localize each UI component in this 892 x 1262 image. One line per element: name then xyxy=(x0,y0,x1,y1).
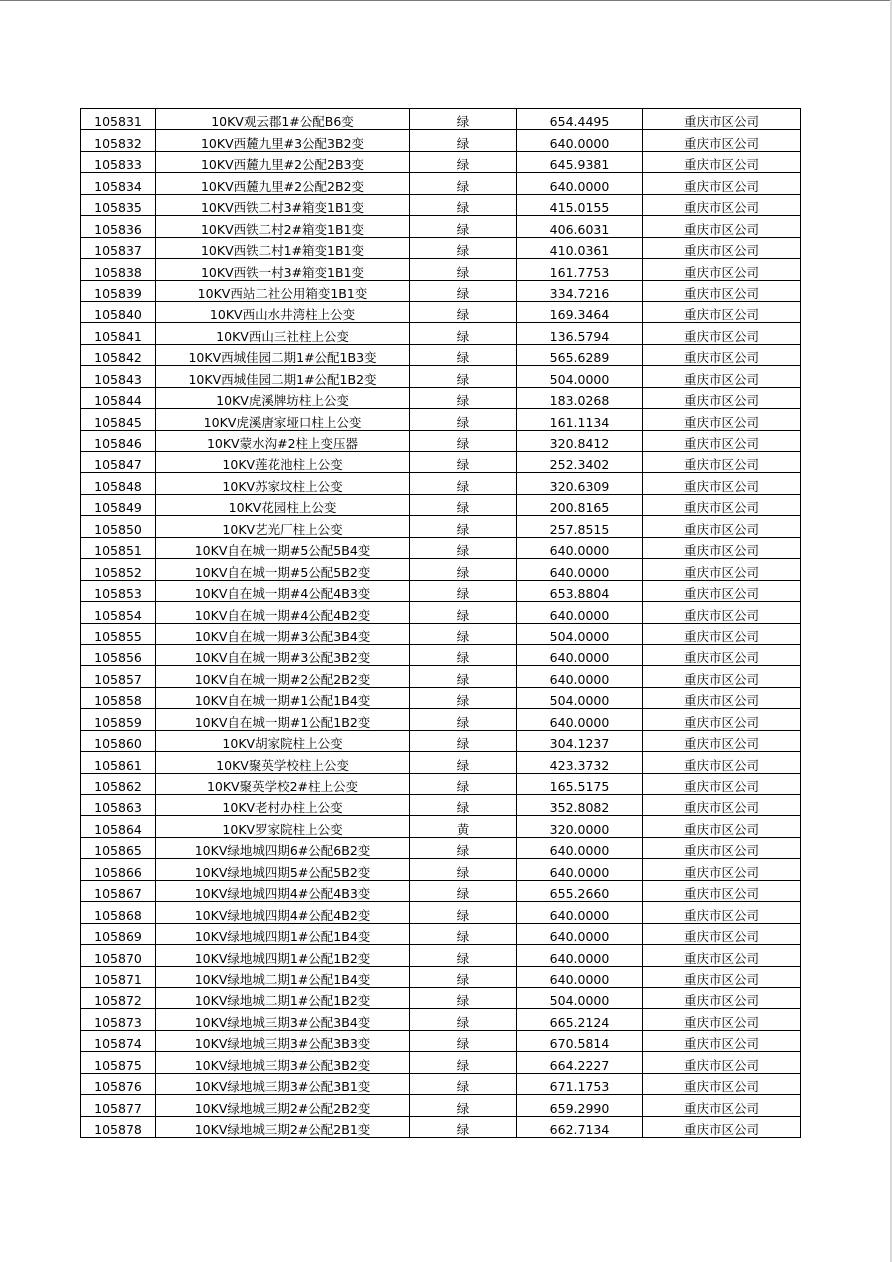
cell-value: 640.0000 xyxy=(517,602,643,623)
cell-status: 绿 xyxy=(410,452,517,473)
cell-value: 640.0000 xyxy=(517,130,643,151)
cell-status: 绿 xyxy=(410,537,517,558)
table-row xyxy=(81,730,801,751)
cell-id: 105874 xyxy=(81,1030,156,1051)
cell-name: 10KV绿地城二期1#公配1B4变 xyxy=(156,966,410,987)
cell-id: 105832 xyxy=(81,130,156,151)
cell-name: 10KV西城佳园二期1#公配1B2变 xyxy=(156,366,410,387)
cell-value: 504.0000 xyxy=(517,687,643,708)
cell-org: 重庆市区公司 xyxy=(643,1116,801,1137)
table-row xyxy=(81,923,801,944)
table-row xyxy=(81,109,801,130)
cell-name: 10KV自在城一期#4公配4B2变 xyxy=(156,602,410,623)
table-row xyxy=(81,880,801,901)
cell-status: 绿 xyxy=(410,516,517,537)
table-row xyxy=(81,494,801,515)
table-row xyxy=(81,623,801,644)
cell-org: 重庆市区公司 xyxy=(643,987,801,1008)
cell-name: 10KV自在城一期#2公配2B2变 xyxy=(156,666,410,687)
cell-name: 10KV聚英学校2#柱上公变 xyxy=(156,773,410,794)
table-row xyxy=(81,987,801,1008)
cell-org: 重庆市区公司 xyxy=(643,837,801,858)
cell-id: 105855 xyxy=(81,623,156,644)
cell-org: 重庆市区公司 xyxy=(643,194,801,215)
cell-value: 161.1134 xyxy=(517,409,643,430)
cell-value: 655.2660 xyxy=(517,880,643,901)
cell-org: 重庆市区公司 xyxy=(643,687,801,708)
cell-status: 绿 xyxy=(410,473,517,494)
table-row xyxy=(81,1095,801,1116)
cell-value: 165.5175 xyxy=(517,773,643,794)
cell-id: 105844 xyxy=(81,387,156,408)
cell-status: 绿 xyxy=(410,666,517,687)
cell-value: 304.1237 xyxy=(517,730,643,751)
cell-name: 10KV自在城一期#1公配1B2变 xyxy=(156,709,410,730)
cell-id: 105838 xyxy=(81,259,156,280)
cell-id: 105866 xyxy=(81,859,156,880)
cell-id: 105859 xyxy=(81,709,156,730)
table-row xyxy=(81,580,801,601)
cell-org: 重庆市区公司 xyxy=(643,666,801,687)
cell-org: 重庆市区公司 xyxy=(643,623,801,644)
table-row xyxy=(81,194,801,215)
table-row xyxy=(81,473,801,494)
cell-id: 105861 xyxy=(81,752,156,773)
cell-name: 10KV绿地城四期1#公配1B4变 xyxy=(156,923,410,944)
cell-id: 105871 xyxy=(81,966,156,987)
cell-status: 绿 xyxy=(410,730,517,751)
cell-name: 10KV聚英学校柱上公变 xyxy=(156,752,410,773)
cell-value: 504.0000 xyxy=(517,366,643,387)
cell-value: 169.3464 xyxy=(517,301,643,322)
cell-org: 重庆市区公司 xyxy=(643,1030,801,1051)
cell-id: 105843 xyxy=(81,366,156,387)
cell-id: 105840 xyxy=(81,301,156,322)
cell-id: 105839 xyxy=(81,280,156,301)
cell-id: 105853 xyxy=(81,580,156,601)
table-row xyxy=(81,216,801,237)
cell-org: 重庆市区公司 xyxy=(643,323,801,344)
cell-name: 10KV自在城一期#1公配1B4变 xyxy=(156,687,410,708)
cell-status: 绿 xyxy=(410,280,517,301)
cell-org: 重庆市区公司 xyxy=(643,409,801,430)
cell-name: 10KV西麓九里#3公配3B2变 xyxy=(156,130,410,151)
cell-value: 406.6031 xyxy=(517,216,643,237)
cell-name: 10KV自在城一期#3公配3B4变 xyxy=(156,623,410,644)
cell-name: 10KV西山三社柱上公变 xyxy=(156,323,410,344)
cell-status: 绿 xyxy=(410,387,517,408)
cell-id: 105833 xyxy=(81,151,156,172)
cell-status: 绿 xyxy=(410,173,517,194)
cell-value: 252.3402 xyxy=(517,452,643,473)
cell-org: 重庆市区公司 xyxy=(643,259,801,280)
table-row xyxy=(81,537,801,558)
table-row xyxy=(81,666,801,687)
cell-id: 105837 xyxy=(81,237,156,258)
cell-org: 重庆市区公司 xyxy=(643,1095,801,1116)
cell-name: 10KV艺光厂柱上公变 xyxy=(156,516,410,537)
cell-value: 640.0000 xyxy=(517,644,643,665)
cell-name: 10KV西麓九里#2公配2B3变 xyxy=(156,151,410,172)
cell-id: 105878 xyxy=(81,1116,156,1137)
cell-org: 重庆市区公司 xyxy=(643,559,801,580)
cell-id: 105850 xyxy=(81,516,156,537)
table-row xyxy=(81,151,801,172)
cell-name: 10KV自在城一期#5公配5B4变 xyxy=(156,537,410,558)
cell-status: 绿 xyxy=(410,837,517,858)
cell-status: 绿 xyxy=(410,237,517,258)
table-row xyxy=(81,816,801,837)
cell-value: 136.5794 xyxy=(517,323,643,344)
cell-value: 640.0000 xyxy=(517,837,643,858)
cell-org: 重庆市区公司 xyxy=(643,109,801,130)
table-row xyxy=(81,452,801,473)
cell-status: 绿 xyxy=(410,902,517,923)
cell-value: 200.8165 xyxy=(517,494,643,515)
cell-name: 10KV绿地城三期3#公配3B4变 xyxy=(156,1009,410,1030)
table-row xyxy=(81,430,801,451)
cell-id: 105869 xyxy=(81,923,156,944)
cell-value: 415.0155 xyxy=(517,194,643,215)
cell-value: 320.0000 xyxy=(517,816,643,837)
cell-name: 10KV绿地城三期3#公配3B1变 xyxy=(156,1073,410,1094)
cell-name: 10KV西站二社公用箱变1B1变 xyxy=(156,280,410,301)
cell-id: 105845 xyxy=(81,409,156,430)
cell-value: 671.1753 xyxy=(517,1073,643,1094)
cell-id: 105851 xyxy=(81,537,156,558)
cell-name: 10KV观云郡1#公配B6变 xyxy=(156,109,410,130)
cell-value: 504.0000 xyxy=(517,623,643,644)
cell-value: 670.5814 xyxy=(517,1030,643,1051)
cell-id: 105841 xyxy=(81,323,156,344)
cell-status: 绿 xyxy=(410,644,517,665)
cell-org: 重庆市区公司 xyxy=(643,602,801,623)
table-row xyxy=(81,752,801,773)
cell-status: 绿 xyxy=(410,109,517,130)
cell-org: 重庆市区公司 xyxy=(643,1009,801,1030)
cell-name: 10KV绿地城三期3#公配3B2变 xyxy=(156,1052,410,1073)
cell-status: 绿 xyxy=(410,623,517,644)
cell-status: 绿 xyxy=(410,366,517,387)
cell-org: 重庆市区公司 xyxy=(643,130,801,151)
table-row xyxy=(81,795,801,816)
cell-status: 绿 xyxy=(410,752,517,773)
cell-name: 10KV西铁二村1#箱变1B1变 xyxy=(156,237,410,258)
table-row xyxy=(81,837,801,858)
table-row xyxy=(81,1116,801,1137)
cell-value: 183.0268 xyxy=(517,387,643,408)
cell-value: 653.8804 xyxy=(517,580,643,601)
cell-org: 重庆市区公司 xyxy=(643,966,801,987)
cell-name: 10KV莲花池柱上公变 xyxy=(156,452,410,473)
cell-org: 重庆市区公司 xyxy=(643,1073,801,1094)
cell-org: 重庆市区公司 xyxy=(643,644,801,665)
cell-org: 重庆市区公司 xyxy=(643,816,801,837)
cell-id: 105834 xyxy=(81,173,156,194)
table-row xyxy=(81,130,801,151)
table-row xyxy=(81,945,801,966)
cell-id: 105849 xyxy=(81,494,156,515)
cell-status: 绿 xyxy=(410,945,517,966)
cell-value: 640.0000 xyxy=(517,859,643,880)
cell-name: 10KV绿地城四期5#公配5B2变 xyxy=(156,859,410,880)
cell-status: 绿 xyxy=(410,1009,517,1030)
cell-org: 重庆市区公司 xyxy=(643,452,801,473)
cell-org: 重庆市区公司 xyxy=(643,151,801,172)
cell-value: 640.0000 xyxy=(517,923,643,944)
cell-value: 640.0000 xyxy=(517,666,643,687)
cell-id: 105857 xyxy=(81,666,156,687)
cell-id: 105875 xyxy=(81,1052,156,1073)
cell-org: 重庆市区公司 xyxy=(643,387,801,408)
cell-status: 绿 xyxy=(410,987,517,1008)
cell-name: 10KV西铁二村3#箱变1B1变 xyxy=(156,194,410,215)
cell-value: 410.0361 xyxy=(517,237,643,258)
cell-org: 重庆市区公司 xyxy=(643,773,801,794)
cell-name: 10KV绿地城二期1#公配1B2变 xyxy=(156,987,410,1008)
page-top-border xyxy=(0,0,892,1)
cell-id: 105858 xyxy=(81,687,156,708)
cell-org: 重庆市区公司 xyxy=(643,537,801,558)
table-row xyxy=(81,602,801,623)
cell-status: 绿 xyxy=(410,323,517,344)
cell-status: 绿 xyxy=(410,430,517,451)
cell-value: 640.0000 xyxy=(517,537,643,558)
cell-value: 640.0000 xyxy=(517,966,643,987)
cell-status: 绿 xyxy=(410,494,517,515)
cell-id: 105856 xyxy=(81,644,156,665)
cell-name: 10KV绿地城三期3#公配3B3变 xyxy=(156,1030,410,1051)
table-row xyxy=(81,644,801,665)
cell-status: 绿 xyxy=(410,259,517,280)
cell-status: 绿 xyxy=(410,602,517,623)
table-row xyxy=(81,323,801,344)
cell-name: 10KV西城佳园二期1#公配1B3变 xyxy=(156,344,410,365)
cell-org: 重庆市区公司 xyxy=(643,752,801,773)
cell-id: 105842 xyxy=(81,344,156,365)
cell-name: 10KV西铁一村3#箱变1B1变 xyxy=(156,259,410,280)
cell-status: 绿 xyxy=(410,859,517,880)
cell-id: 105854 xyxy=(81,602,156,623)
cell-id: 105836 xyxy=(81,216,156,237)
cell-status: 绿 xyxy=(410,687,517,708)
cell-org: 重庆市区公司 xyxy=(643,494,801,515)
cell-name: 10KV绿地城三期2#公配2B2变 xyxy=(156,1095,410,1116)
cell-name: 10KV花园柱上公变 xyxy=(156,494,410,515)
table-row xyxy=(81,344,801,365)
cell-id: 105847 xyxy=(81,452,156,473)
table-row xyxy=(81,259,801,280)
cell-status: 绿 xyxy=(410,1095,517,1116)
cell-id: 105835 xyxy=(81,194,156,215)
cell-org: 重庆市区公司 xyxy=(643,366,801,387)
cell-org: 重庆市区公司 xyxy=(643,216,801,237)
cell-name: 10KV虎溪唐家垭口柱上公变 xyxy=(156,409,410,430)
table-row xyxy=(81,409,801,430)
cell-status: 绿 xyxy=(410,1052,517,1073)
cell-value: 161.7753 xyxy=(517,259,643,280)
cell-name: 10KV罗家院柱上公变 xyxy=(156,816,410,837)
cell-id: 105863 xyxy=(81,795,156,816)
cell-id: 105872 xyxy=(81,987,156,1008)
cell-name: 10KV绿地城四期6#公配6B2变 xyxy=(156,837,410,858)
table-row xyxy=(81,1073,801,1094)
cell-status: 绿 xyxy=(410,559,517,580)
cell-id: 105860 xyxy=(81,730,156,751)
cell-value: 320.6309 xyxy=(517,473,643,494)
cell-name: 10KV自在城一期#3公配3B2变 xyxy=(156,644,410,665)
cell-value: 659.2990 xyxy=(517,1095,643,1116)
cell-value: 654.4495 xyxy=(517,109,643,130)
cell-id: 105867 xyxy=(81,880,156,901)
cell-name: 10KV绿地城三期2#公配2B1变 xyxy=(156,1116,410,1137)
cell-org: 重庆市区公司 xyxy=(643,301,801,322)
cell-id: 105876 xyxy=(81,1073,156,1094)
cell-value: 662.7134 xyxy=(517,1116,643,1137)
cell-id: 105868 xyxy=(81,902,156,923)
cell-id: 105862 xyxy=(81,773,156,794)
cell-org: 重庆市区公司 xyxy=(643,880,801,901)
cell-name: 10KV蒙水沟#2柱上变压器 xyxy=(156,430,410,451)
cell-status: 绿 xyxy=(410,773,517,794)
cell-status: 绿 xyxy=(410,795,517,816)
cell-org: 重庆市区公司 xyxy=(643,430,801,451)
cell-name: 10KV虎溪牌坊柱上公变 xyxy=(156,387,410,408)
cell-status: 绿 xyxy=(410,1116,517,1137)
cell-name: 10KV自在城一期#5公配5B2变 xyxy=(156,559,410,580)
cell-name: 10KV胡家院柱上公变 xyxy=(156,730,410,751)
cell-status: 绿 xyxy=(410,151,517,172)
table-row xyxy=(81,559,801,580)
cell-value: 665.2124 xyxy=(517,1009,643,1030)
table-row xyxy=(81,1030,801,1051)
cell-status: 绿 xyxy=(410,1073,517,1094)
cell-value: 640.0000 xyxy=(517,945,643,966)
cell-org: 重庆市区公司 xyxy=(643,280,801,301)
cell-id: 105865 xyxy=(81,837,156,858)
table-row xyxy=(81,173,801,194)
cell-status: 绿 xyxy=(410,216,517,237)
cell-value: 640.0000 xyxy=(517,709,643,730)
table-row xyxy=(81,859,801,880)
cell-value: 320.8412 xyxy=(517,430,643,451)
cell-status: 绿 xyxy=(410,409,517,430)
cell-org: 重庆市区公司 xyxy=(643,1052,801,1073)
cell-status: 绿 xyxy=(410,194,517,215)
cell-status: 绿 xyxy=(410,966,517,987)
table-row xyxy=(81,1009,801,1030)
table-row xyxy=(81,237,801,258)
table-row xyxy=(81,773,801,794)
table-row xyxy=(81,301,801,322)
cell-org: 重庆市区公司 xyxy=(643,580,801,601)
table-row xyxy=(81,516,801,537)
cell-value: 352.8082 xyxy=(517,795,643,816)
cell-name: 10KV绿地城四期4#公配4B3变 xyxy=(156,880,410,901)
cell-value: 645.9381 xyxy=(517,151,643,172)
cell-status: 绿 xyxy=(410,1030,517,1051)
cell-name: 10KV绿地城四期1#公配1B2变 xyxy=(156,945,410,966)
cell-value: 640.0000 xyxy=(517,173,643,194)
cell-value: 334.7216 xyxy=(517,280,643,301)
cell-org: 重庆市区公司 xyxy=(643,709,801,730)
cell-org: 重庆市区公司 xyxy=(643,795,801,816)
cell-status: 绿 xyxy=(410,880,517,901)
cell-value: 640.0000 xyxy=(517,559,643,580)
cell-id: 105873 xyxy=(81,1009,156,1030)
cell-name: 10KV西麓九里#2公配2B2变 xyxy=(156,173,410,194)
cell-status: 绿 xyxy=(410,923,517,944)
cell-id: 105864 xyxy=(81,816,156,837)
cell-id: 105831 xyxy=(81,109,156,130)
cell-name: 10KV西山水井湾柱上公变 xyxy=(156,301,410,322)
cell-name: 10KV苏家坟柱上公变 xyxy=(156,473,410,494)
cell-status: 黄 xyxy=(410,816,517,837)
cell-id: 105852 xyxy=(81,559,156,580)
cell-value: 664.2227 xyxy=(517,1052,643,1073)
cell-org: 重庆市区公司 xyxy=(643,859,801,880)
table-row xyxy=(81,366,801,387)
cell-status: 绿 xyxy=(410,301,517,322)
table-body xyxy=(81,109,801,1138)
cell-name: 10KV自在城一期#4公配4B3变 xyxy=(156,580,410,601)
cell-org: 重庆市区公司 xyxy=(643,237,801,258)
cell-name: 10KV老村办柱上公变 xyxy=(156,795,410,816)
table-row xyxy=(81,902,801,923)
cell-org: 重庆市区公司 xyxy=(643,473,801,494)
cell-id: 105848 xyxy=(81,473,156,494)
cell-value: 423.3732 xyxy=(517,752,643,773)
cell-value: 257.8515 xyxy=(517,516,643,537)
table-row xyxy=(81,687,801,708)
cell-org: 重庆市区公司 xyxy=(643,923,801,944)
table-row xyxy=(81,966,801,987)
cell-status: 绿 xyxy=(410,709,517,730)
cell-id: 105877 xyxy=(81,1095,156,1116)
transformer-table xyxy=(80,108,801,1138)
cell-name: 10KV西铁二村2#箱变1B1变 xyxy=(156,216,410,237)
table-row xyxy=(81,387,801,408)
cell-value: 504.0000 xyxy=(517,987,643,1008)
cell-org: 重庆市区公司 xyxy=(643,173,801,194)
cell-org: 重庆市区公司 xyxy=(643,516,801,537)
cell-org: 重庆市区公司 xyxy=(643,344,801,365)
cell-value: 640.0000 xyxy=(517,902,643,923)
cell-status: 绿 xyxy=(410,580,517,601)
cell-name: 10KV绿地城四期4#公配4B2变 xyxy=(156,902,410,923)
cell-org: 重庆市区公司 xyxy=(643,902,801,923)
table-row xyxy=(81,280,801,301)
cell-org: 重庆市区公司 xyxy=(643,730,801,751)
cell-org: 重庆市区公司 xyxy=(643,945,801,966)
cell-value: 565.6289 xyxy=(517,344,643,365)
cell-id: 105846 xyxy=(81,430,156,451)
table-row xyxy=(81,709,801,730)
cell-status: 绿 xyxy=(410,344,517,365)
table-row xyxy=(81,1052,801,1073)
cell-id: 105870 xyxy=(81,945,156,966)
cell-status: 绿 xyxy=(410,130,517,151)
